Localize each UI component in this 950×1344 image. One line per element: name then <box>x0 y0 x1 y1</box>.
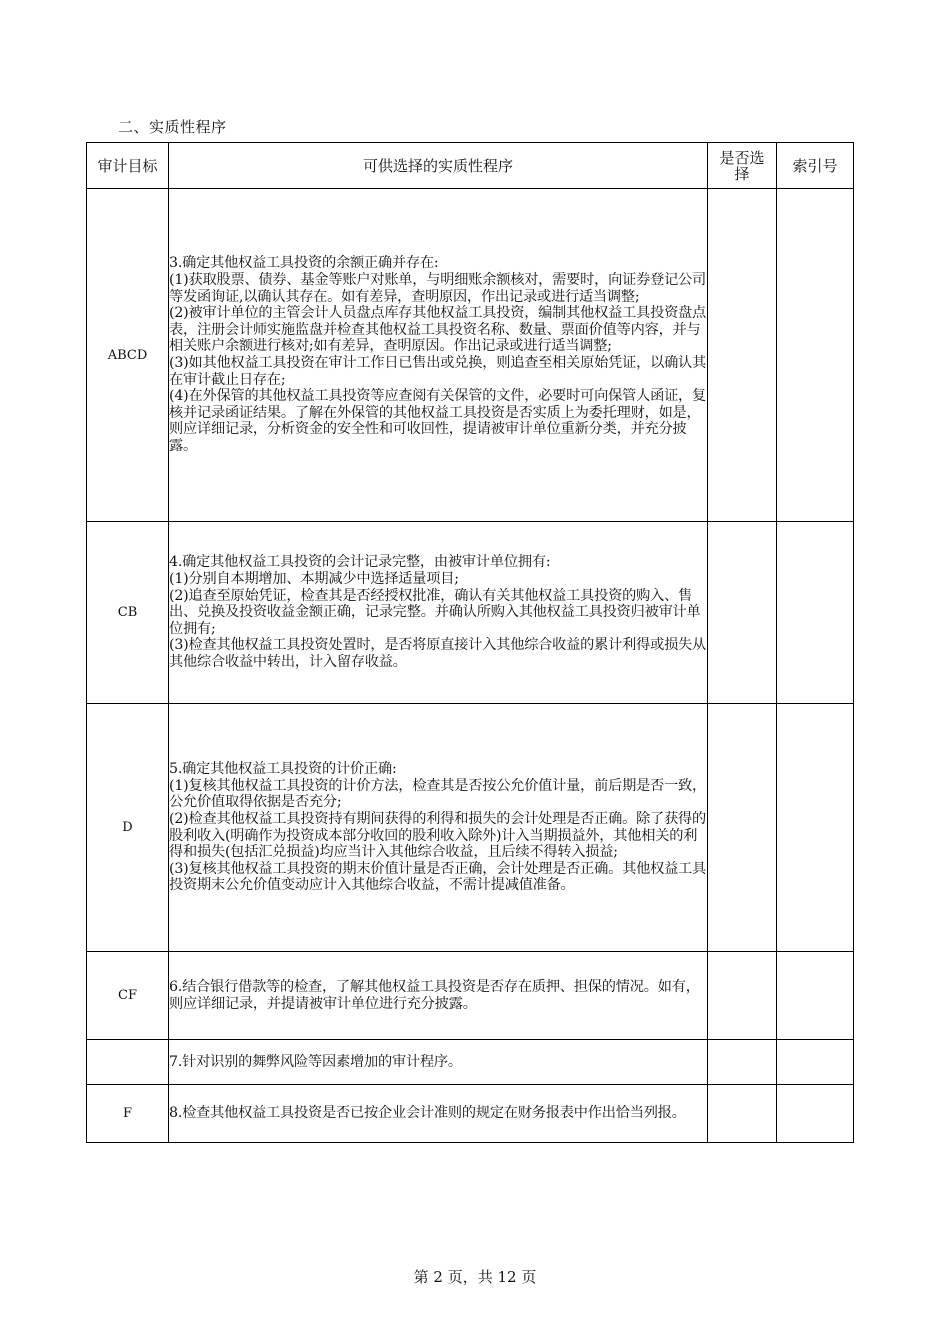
procedure-line: (2)被审计单位的主管会计人员盘点库存其他权益工具投资，编制其他权益工具投资盘点表，注册会计师实施监盘并检查其他权益工具投资名称、数量、票面价值等内容，并与相关账户余额进行核对;如有差异，查明原因。作出记录或进行适当调整; <box>169 305 707 355</box>
procedure-line: (1)获取股票、债券、基金等账户对账单，与明细账余额核对，需要时，向证券登记公司等发函询证,以确认其存在。如有差异，查明原因，作出记录或进行适当调整; <box>169 272 707 305</box>
procedure-cell <box>169 1085 708 1143</box>
procedure-cell <box>169 952 708 1040</box>
index-cell[interactable] <box>777 704 854 952</box>
table-row <box>87 952 854 1040</box>
table-row <box>87 704 854 952</box>
procedure-line: (3)复核其他权益工具投资的期末价值计量是否正确，会计处理是否正确。其他权益工具投资期末公允价值变动应计入其他综合收益，不需计提减值准备。 <box>169 860 707 894</box>
header-audit-target: 审计目标 <box>87 143 169 189</box>
audit-target-cell <box>87 1040 169 1085</box>
table-row <box>87 522 854 704</box>
procedure-line: (3)检查其他权益工具投资处置时，是否将原直接计入其他综合收益的累计利得或损失从其他综合收益中转出，计入留存收益。 <box>169 637 707 670</box>
procedure-line: (4)在外保管的其他权益工具投资等应查阅有关保管的文件，必要时可向保管人函证，复核并记录函证结果。了解在外保管的其他权益工具投资是否实质上为委托理财，如是，则应详细记录，分析资金的安全性和可收回性，提请被审计单位重新分类，并充分披露。 <box>169 388 707 454</box>
procedure-line: 6.结合银行借款等的检查，了解其他权益工具投资是否存在质押、担保的情况。如有，则应详细记录，并提请被审计单位进行充分披露。 <box>169 978 700 1012</box>
header-selected <box>708 143 777 189</box>
index-cell[interactable] <box>777 1040 854 1085</box>
procedure-cell <box>169 522 708 704</box>
audit-target-cell: CF <box>87 952 169 1040</box>
procedure-line: (1)复核其他权益工具投资的计价方法，检查其是否按公允价值计量，前后期是否一致，公允价值取得依据是否充分; <box>169 777 707 811</box>
section-title: 二、实质性程序 <box>118 118 227 136</box>
procedure-line: 5.确定其他权益工具投资的计价正确: <box>169 761 397 778</box>
header-procedure: 可供选择的实质性程序 <box>169 143 708 189</box>
procedure-line: (3)如其他权益工具投资在审计工作日已售出或兑换，则追查至相关原始凭证，以确认其在审计截止日存在; <box>169 355 707 388</box>
procedure-line: (1)分别自本期增加、本期减少中选择适量项目; <box>169 571 459 588</box>
procedure-line: (2)追查至原始凭证，检查其是否经授权批准，确认有关其他权益工具投资的购入、售出、兑换及投资收益金额正确，记录完整。并确认所购入其他权益工具投资归被审计单位拥有; <box>169 587 701 637</box>
procedure-line: 4.确定其他权益工具投资的会计记录完整，由被审计单位拥有: <box>169 554 551 571</box>
procedure-cell <box>169 1040 708 1085</box>
header-selected-label: 是否选择 <box>719 148 765 183</box>
table-row <box>87 1085 854 1143</box>
selected-cell[interactable] <box>708 952 777 1040</box>
page-number-footer: 第 2 页，共 12 页 <box>413 1268 537 1286</box>
table-row <box>87 189 854 522</box>
substantive-procedures-table <box>86 142 854 1143</box>
audit-target-cell: F <box>87 1085 169 1143</box>
procedure-line: 3.确定其他权益工具投资的余额正确并存在: <box>169 255 439 272</box>
procedure-line: (2)检查其他权益工具投资持有期间获得的利得和损失的会计处理是否正确。除了获得的股利收入(明确作为投资成本部分收回的股利收入除外)计入当期损益外，其他相关的利得和损失(包括汇兑损益)均应当计入其他综合收益，且后续不得转入损益; <box>169 810 707 861</box>
selected-cell[interactable] <box>708 704 777 952</box>
procedure-line: 7.针对识别的舞弊风险等因素增加的审计程序。 <box>169 1053 462 1070</box>
procedure-cell <box>169 189 708 522</box>
audit-target-cell: D <box>87 704 169 952</box>
index-cell[interactable] <box>777 952 854 1040</box>
selected-cell[interactable] <box>708 522 777 704</box>
selected-cell[interactable] <box>708 1085 777 1143</box>
selected-cell[interactable] <box>708 1040 777 1085</box>
table-header-row <box>87 143 854 189</box>
table-row <box>87 1040 854 1085</box>
header-index: 索引号 <box>777 143 854 189</box>
procedure-line: 8.检查其他权益工具投资是否已按企业会计准则的规定在财务报表中作出恰当列报。 <box>169 1105 686 1122</box>
index-cell[interactable] <box>777 189 854 522</box>
index-cell[interactable] <box>777 522 854 704</box>
audit-target-cell: ABCD <box>87 189 169 522</box>
index-cell[interactable] <box>777 1085 854 1143</box>
procedure-cell <box>169 704 708 952</box>
selected-cell[interactable] <box>708 189 777 522</box>
audit-target-cell: CB <box>87 522 169 704</box>
